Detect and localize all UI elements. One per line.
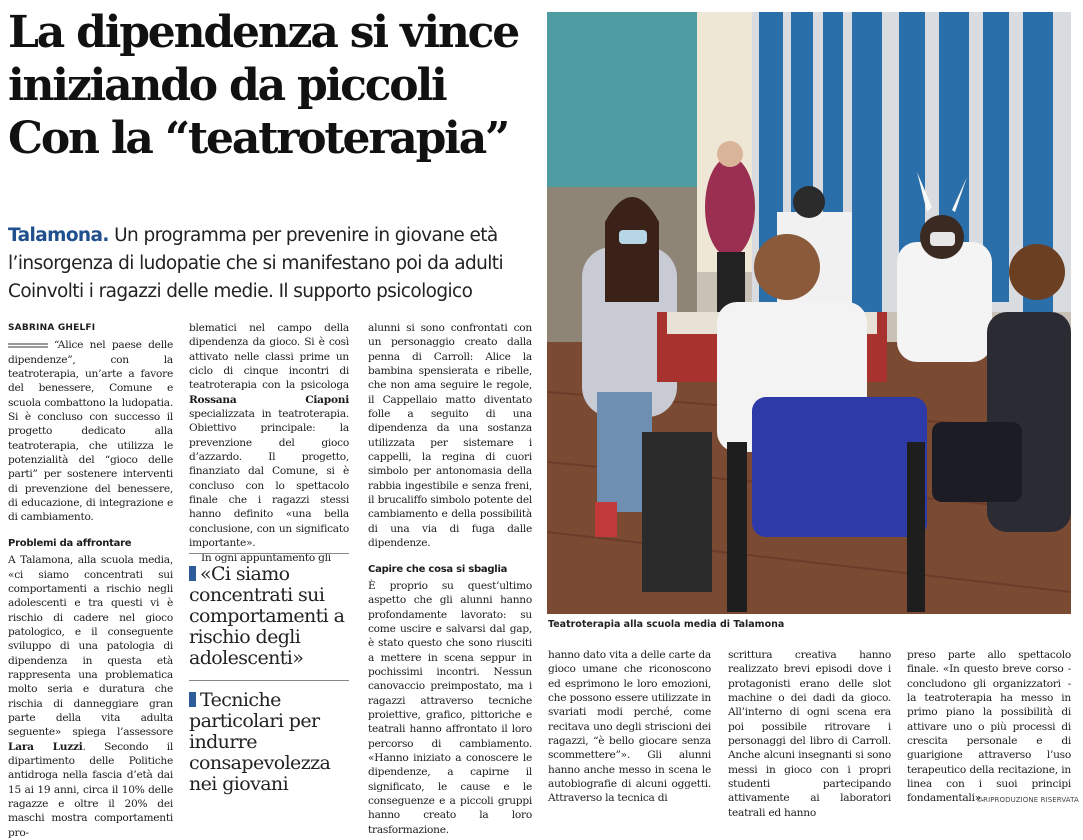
byline-author: SABRINA GHELFI — [8, 323, 96, 333]
article-paragraph: È proprio su quest’ultimo aspetto che gli alunni hanno profondamente lavorato: su come uscire e salvarsi dal gap, è stato questo che sono riusciti a mettere in scena seppur in pochissimi incontri. Nessun canovaccio preimpostato, ma i ragazzi attraverso tecniche proiettive, grafico, pittoriche e teatrali hanno affrontato il loro percorso di cambiamento. «Hanno iniziato a conoscere le dipendenze, a capirne il significato, le cause e le conseguenze e a piccoli gruppi hanno creato la loro trasformazione. — [368, 579, 532, 836]
copyright-notice: ©RIPRODUZIONE RISERVATA — [976, 796, 1079, 804]
headline-line-1: La dipendenza si vince — [8, 7, 519, 58]
article-column-5: scrittura creativa hanno realizzato brevi episodi dove i protagonisti erano delle slot machine o dei dadi da gioco. All’interno di ogni scena era poi possibile ritrovare i personaggi del libro di Carroll. Anche alcuni insegnanti si sono messi in gioco con i propri studenti partecipando attivamente ai laboratori teatrali ed hanno — [728, 649, 891, 819]
article-paragraph — [189, 321, 349, 551]
subheadline — [8, 222, 538, 306]
article-column-6: preso parte allo spettacolo finale. «In questo breve corso - concludono gli organizzatori - la teatroterapia ha messo in primo piano la possibilità di attivare uno o più processi di crescita personale e di guarigione attraverso l’uso terapeutico della recitazione, in linea con i suoi principi fondamentali». — [907, 649, 1071, 805]
article-photo — [547, 12, 1071, 614]
subhead-line-2: l’insorgenza di ludopatie che si manifestano poi da adulti — [8, 253, 503, 274]
photo-caption: Teatroterapia alla scuola media di Talamona — [548, 619, 785, 630]
subhead-line-1 — [8, 222, 538, 250]
pull-quote-divider — [189, 680, 349, 681]
pull-quote-1 — [189, 564, 349, 669]
paragraph-text: . Secondo il dipartimento delle Politiche antidroga nella fascia d’età dai 15 ai 19 anni, circa il 10% delle ragazze e oltre il 20% dei maschi mostra comportamenti pro- — [8, 740, 174, 839]
article-paragraph: alunni si sono confrontati con un personaggio creato dalla penna di Carroll: Alice la bambina spensierata e ribelle, che non ama seguire le regole, il Cappellaio matto diventato folle a seguito di una dipendenza da una sostanza utilizzata per sistemare i cappelli, la regina di cuori simbolo per antonomasia della rabbia ingestibile e senza freni, il brucaliffo simbolo potente del cambiamento e della possibilità di una via di fuga dalle dipendenze. — [368, 322, 532, 550]
pull-quote-2 — [189, 690, 349, 795]
photo-classroom-theatre — [547, 12, 1071, 614]
article-column-1 — [8, 321, 173, 840]
paragraph-text: A Talamona, alla scuola media, «ci siamo concentrati sui comportamenti a rischio negli adolescenti e tra questi vi è rischio di cadere nel gioco patologico, e il conseguente sviluppo di una patologia di dipendenza in questa età rappresenta una problematica molto seria e duratura che rischia di danneggiare gran parte della vita adulta seguente» spiega l’assessore — [8, 554, 173, 739]
byline — [8, 321, 173, 335]
article-column-3 — [368, 321, 532, 837]
pull-quote-marker-icon — [189, 692, 196, 707]
intro-text: “Alice nel paese delle dipendenze”, con la teatroterapia, un’arte a favore del benessere, Comune e scuola combattono la ludopatia. Si è concluso con successo il progetto dedicato alla teatroterapia, che utilizza le potenzialità del “gioco delle parti” per sostenere interventi di prevenzione del benessere, di educazione, di integrazione e di cambiamento. — [8, 339, 173, 524]
article-paragraph — [8, 553, 173, 840]
article-paragraph — [8, 338, 173, 524]
pull-quote-divider — [189, 553, 349, 554]
subhead-line-1-text: Un programma per prevenire in giovane età — [108, 225, 498, 246]
dateline-place: Talamona. — [8, 225, 109, 246]
subhead-line-3: Coinvolti i ragazzi delle medie. Il supporto psicologico — [8, 281, 473, 302]
paragraph-text: specializzata in teatroterapia. Obiettivo principale: la prevenzione del gioco d’azzardo. Il progetto, finanziato dal Comune, si è concluso con lo spettacolo finale che i ragazzi stessi hanno definito «una bella conclusione, con un significato importante». — [189, 408, 349, 550]
article-paragraph: In ogni appuntamento gli — [201, 551, 331, 564]
article-column-4: hanno dato vita a delle carte da gioco umane che riconoscono ed esprimono le loro emozioni, che possono essere utilizzate in svariati modi perché, come recitava uno degli striscioni dei ragazzi, “è bello giocare senza scommettere”». Gli alunni hanno anche messo in scena le autobiografie di alcuni oggetti. Attraverso la tecnica di — [548, 649, 711, 805]
section-heading-problems: Problemi da affrontare — [8, 537, 132, 549]
pull-quote-2-text: Tecniche particolari per indurre consapevolezza nei giovani — [189, 689, 331, 795]
headline-line-2: iniziando da piccoli — [8, 60, 446, 111]
headline-line-3: Con la “teatroterapia” — [8, 113, 509, 164]
pull-quote-marker-icon — [189, 566, 196, 581]
article-column-2 — [189, 321, 349, 565]
byline-rule-icon — [8, 343, 48, 348]
headline — [8, 6, 538, 165]
person-name: Lara Luzzi — [8, 740, 83, 753]
pull-quote-1-text: «Ci siamo concentrati sui comportamenti a rischio degli adolescenti» — [189, 563, 345, 669]
person-name: Rossana Ciaponi — [189, 393, 349, 406]
section-heading-mistakes: Capire che cosa si sbaglia — [368, 563, 508, 575]
paragraph-text: blematici nel campo della dipendenza da gioco. Si è così attivato nelle classi prime un ciclo di cinque incontri di teatroterapia con la psicologa — [189, 322, 349, 392]
